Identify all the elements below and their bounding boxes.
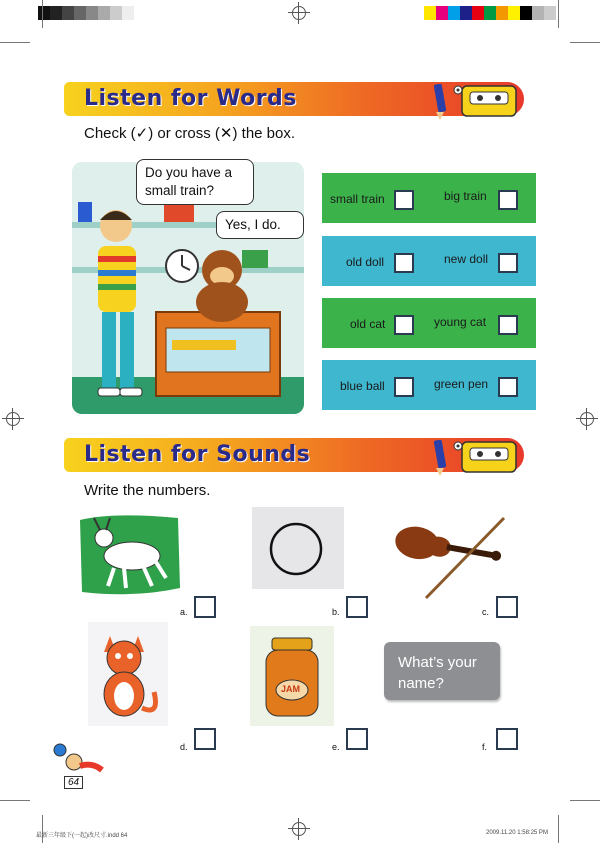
word-right: big train [444,189,487,203]
item-letter: a. [180,607,188,617]
answer-checkbox[interactable] [394,253,414,273]
speech-bubble-question: Do you have a small train? [136,159,254,205]
number-answer-box[interactable] [496,728,518,750]
pencil-and-cassette-icon [430,432,520,478]
answer-checkbox[interactable] [498,253,518,273]
page-number: 64 [64,776,83,789]
answer-checkbox[interactable] [498,377,518,397]
jam-jar-picture [250,626,334,726]
word-left: small train [330,192,385,206]
speech-card: What’s your name? [384,642,500,700]
answer-checkbox[interactable] [498,190,518,210]
circle-picture [250,505,346,591]
section2-title: Listen for Sounds [84,442,311,467]
word-right: new doll [444,252,489,266]
trim-mark [558,0,559,28]
trim-mark [570,42,600,43]
trim-mark [0,800,30,801]
number-answer-box[interactable] [346,728,368,750]
trim-mark [42,0,43,28]
number-answer-box[interactable] [194,728,216,750]
word-right: green pen [434,377,489,391]
item-letter: c. [482,607,490,617]
pencil-and-cassette-icon [430,76,520,122]
color-calibration-bar [424,6,556,20]
jam-label: JAM [281,684,301,694]
trim-mark [0,42,30,43]
word-right: young cat [434,315,487,329]
goat-picture [74,510,184,598]
grayscale-calibration-bar [38,6,134,20]
registration-mark-top [288,2,310,24]
violin-picture [386,512,512,604]
cat-picture [88,622,168,726]
item-letter: b. [332,607,340,617]
registration-mark-right [576,408,598,430]
answer-checkbox[interactable] [394,190,414,210]
number-answer-box[interactable] [194,596,216,618]
number-answer-box[interactable] [346,596,368,618]
word-left: old cat [350,317,386,331]
trim-mark [558,815,559,843]
section2-instruction: Write the numbers. [84,482,211,499]
word-left: blue ball [340,379,385,393]
word-left: old doll [346,255,385,269]
item-letter: d. [180,742,188,752]
footer-file-name: 最新三年级下(一起)改尺寸.indd 64 [36,833,128,839]
registration-mark-left [2,408,24,430]
section1-instruction: Check (✓) or cross (✕) the box. [84,125,296,142]
answer-checkbox[interactable] [394,315,414,335]
number-answer-box[interactable] [496,596,518,618]
registration-mark-bottom [288,818,310,840]
answer-checkbox[interactable] [498,315,518,335]
item-letter: e. [332,742,340,752]
answer-checkbox[interactable] [394,377,414,397]
trim-mark [570,800,600,801]
footer-timestamp: 2009.11.20 1:58:25 PM [486,830,548,836]
speech-bubble-answer: Yes, I do. [216,211,304,239]
section1-title: Listen for Words [84,86,297,111]
item-letter: f. [482,742,488,752]
mascot-icon [50,742,106,778]
